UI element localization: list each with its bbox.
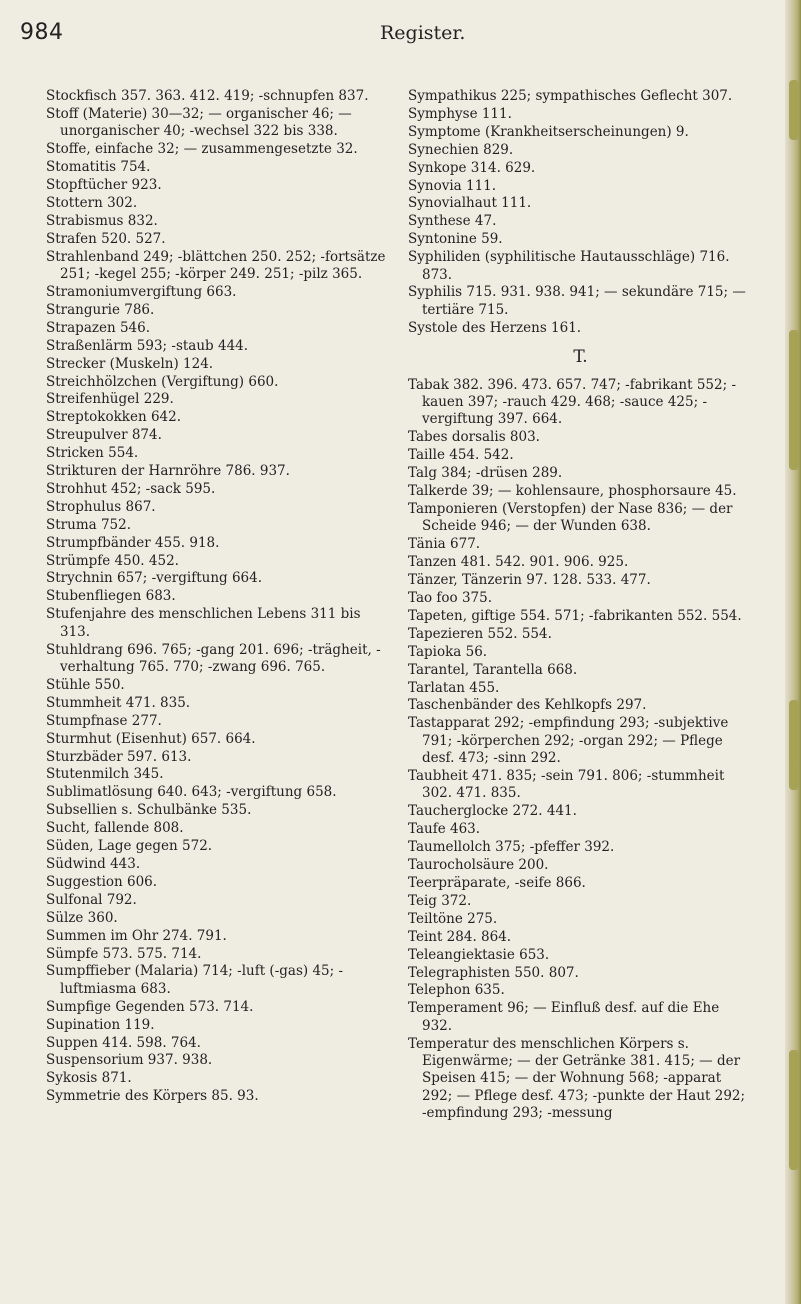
- index-entry: Teint 284. 864.: [408, 928, 512, 945]
- index-entry: Telephon 635.: [408, 982, 505, 999]
- index-column-right: [408, 88, 753, 1123]
- index-entry: Stomatitis 754.: [46, 159, 151, 176]
- index-entry: Synkope 314. 629.: [408, 159, 536, 176]
- index-entry: Temperatur des menschlichen Körpers s. Eigenwärme; — der Getränke 381. 415; — der Speisen 415; — der Wohnung 568; -apparat 292; — Pflege desf. 473; -punkte der Haut 292; -empfindung 293; -messung: [408, 1035, 746, 1122]
- index-entry: Tao foo 375.: [408, 589, 493, 606]
- index-entry: Teig 372.: [408, 892, 472, 909]
- index-entry: Sülze 360.: [46, 909, 118, 926]
- index-entry: Stubenfliegen 683.: [46, 588, 176, 605]
- index-entry: Südwind 443.: [46, 855, 141, 872]
- index-entry: Stummheit 471. 835.: [46, 694, 191, 711]
- index-entry: Sublimatlösung 640. 643; -vergiftung 658.: [46, 784, 337, 801]
- index-entry: Tarlatan 455.: [408, 679, 500, 696]
- index-entry: Taschenbänder des Kehlkopfs 297.: [408, 697, 647, 714]
- index-entry: Suspensorium 937. 938.: [46, 1052, 213, 1069]
- index-entry: Strangurie 786.: [46, 301, 155, 318]
- index-entry: Suppen 414. 598. 764.: [46, 1034, 201, 1051]
- index-entry: Tamponieren (Verstopfen) der Nase 836; — der Scheide 946; — der Wunden 638.: [408, 500, 733, 535]
- index-entry: Sucht, fallende 808.: [46, 820, 184, 837]
- index-entry: Tastapparat 292; -empfindung 293; -subjektive 791; -körperchen 292; -organ 292; — Pflege desf. 473; -sinn 292.: [408, 715, 729, 767]
- edge-stain: [789, 80, 799, 140]
- index-group-t: [408, 377, 753, 1123]
- section-letter: T.: [573, 347, 588, 368]
- index-entry: Strikturen der Harnröhre 786. 937.: [46, 463, 290, 480]
- index-entry: Tänzer, Tänzerin 97. 128. 533. 477.: [408, 572, 651, 589]
- index-entry: Straßenlärm 593; -staub 444.: [46, 337, 249, 354]
- index-entry: Symptome (Krankheitserscheinungen) 9.: [408, 123, 689, 140]
- index-entry: Strophulus 867.: [46, 498, 156, 515]
- index-entry: Summen im Ohr 274. 791.: [46, 927, 227, 944]
- index-entry: Sturzbäder 597. 613.: [46, 748, 192, 765]
- edge-stain: [789, 700, 799, 790]
- index-entry: Streifenhügel 229.: [46, 391, 174, 408]
- index-entry: Teleangiektasie 653.: [408, 946, 550, 963]
- index-entry: Streupulver 874.: [46, 427, 162, 444]
- index-entry: Stumpfnase 277.: [46, 712, 162, 729]
- index-entry: Strahlenband 249; -blättchen 250. 252; -fortsätze 251; -kegel 255; -körper 249. 251; -pilz 365.: [46, 248, 386, 283]
- index-entry: Tabes dorsalis 803.: [408, 429, 540, 446]
- index-entry: Subsellien s. Schulbänke 535.: [46, 802, 252, 819]
- index-entry: Teerpräparate, -seife 866.: [408, 874, 586, 891]
- index-entry: Syphilis 715. 931. 938. 941; — sekundäre 715; — tertiäre 715.: [408, 284, 746, 318]
- index-entry: Stoffe, einfache 32; — zusammengesetzte 32.: [46, 141, 358, 158]
- index-entry: Tabak 382. 396. 473. 657. 747; -fabrikant 552; -kauen 397; -rauch 429. 468; -sauce 425; -vergiftung 397. 664.: [408, 376, 737, 428]
- index-entry: Syphiliden (syphilitische Hautausschläge) 716. 873.: [408, 249, 730, 283]
- edge-stain: [789, 330, 799, 470]
- index-entry: Synthese 47.: [408, 213, 497, 230]
- index-entry: Supination 119.: [46, 1016, 155, 1033]
- index-entry: Suggestion 606.: [46, 873, 158, 890]
- page-header: [20, 20, 770, 54]
- index-entry: Stutenmilch 345.: [46, 766, 164, 783]
- edge-stain: [789, 1050, 799, 1170]
- index-entry: Sympathikus 225; sympathisches Geflecht 307.: [408, 88, 733, 104]
- index-entry: Stufenjahre des menschlichen Lebens 311 bis 313.: [46, 606, 361, 640]
- index-entry: Sumpfige Gegenden 573. 714.: [46, 998, 254, 1015]
- index-entry: Taille 454. 542.: [408, 447, 514, 464]
- index-entry: Sümpfe 573. 575. 714.: [46, 945, 202, 962]
- index-entry: Synovialhaut 111.: [408, 195, 532, 212]
- index-entry: Stricken 554.: [46, 445, 139, 462]
- index-entry: Stockfisch 357. 363. 412. 419; -schnupfen 837.: [46, 88, 369, 104]
- index-entry: Telegraphisten 550. 807.: [408, 964, 579, 981]
- index-entry: Tapeten, giftige 554. 571; -fabrikanten 552. 554.: [408, 607, 742, 624]
- index-entry: Stopftücher 923.: [46, 177, 162, 194]
- index-entry: Streichhölzchen (Vergiftung) 660.: [46, 373, 279, 390]
- index-entry: Stoff (Materie) 30—32; — organischer 46; — unorganischer 40; -wechsel 322 bis 338.: [46, 105, 352, 140]
- index-entry: Synovia 111.: [408, 177, 497, 194]
- index-entry: Strecker (Muskeln) 124.: [46, 355, 214, 372]
- index-entry: Streptokokken 642.: [46, 409, 182, 426]
- index-entry: Sturmhut (Eisenhut) 657. 664.: [46, 730, 256, 747]
- index-entry: Temperament 96; — Einfluß desf. auf die Ehe 932.: [408, 1000, 720, 1034]
- index-entry: Systole des Herzens 161.: [408, 319, 582, 336]
- index-entry: Tanzen 481. 542. 901. 906. 925.: [408, 554, 629, 571]
- index-entry: Teiltöne 275.: [408, 910, 498, 927]
- index-entry: Tapezieren 552. 554.: [408, 625, 552, 642]
- index-group-s: [408, 88, 753, 337]
- index-entry: Taumellolch 375; -pfeffer 392.: [408, 839, 615, 856]
- index-entry: Strohhut 452; -sack 595.: [46, 480, 216, 497]
- index-entry: Struma 752.: [46, 516, 132, 533]
- index-entry: Taubheit 471. 835; -sein 791. 806; -stummheit 302. 471. 835.: [408, 768, 725, 802]
- index-entry: Strumpfbänder 455. 918.: [46, 534, 220, 551]
- page-edge: [785, 0, 801, 1304]
- index-entry: Stuhldrang 696. 765; -gang 201. 696; -trägheit, -verhaltung 765. 770; -zwang 696. 765.: [46, 641, 381, 675]
- index-entry: Syntonine 59.: [408, 231, 503, 248]
- index-entry: Sulfonal 792.: [46, 891, 137, 908]
- index-entry: Talkerde 39; — kohlensaure, phosphorsaure 45.: [408, 483, 737, 500]
- index-entry: Symmetrie des Körpers 85. 93.: [46, 1088, 259, 1105]
- index-entry: Strabismus 832.: [46, 212, 158, 229]
- index-entry: Strümpfe 450. 452.: [46, 552, 179, 569]
- index-entry: Tänia 677.: [408, 536, 481, 553]
- index-entry: Stottern 302.: [46, 194, 138, 211]
- index-entry: Süden, Lage gegen 572.: [46, 838, 213, 855]
- index-entry: Strapazen 546.: [46, 319, 151, 336]
- index-entry: Taufe 463.: [408, 821, 481, 838]
- index-entry: Taucherglocke 272. 441.: [408, 803, 577, 820]
- index-entry: Tapioka 56.: [408, 643, 488, 660]
- index-entry: Symphyse 111.: [408, 105, 512, 122]
- index-entry: Sumpffieber (Malaria) 714; -luft (-gas) 45; -luftmiasma 683.: [46, 963, 344, 997]
- index-entry: Synechien 829.: [408, 141, 514, 158]
- index-entry: Taurocholsäure 200.: [408, 857, 549, 874]
- page-number: 984: [20, 20, 64, 45]
- index-column-left: [46, 88, 388, 1106]
- index-entry: Stramoniumvergiftung 663.: [46, 283, 237, 300]
- index-entry: Talg 384; -drüsen 289.: [408, 465, 563, 482]
- index-entry: Strafen 520. 527.: [46, 230, 166, 247]
- running-head: Register.: [380, 22, 466, 44]
- index-entry: Strychnin 657; -vergiftung 664.: [46, 570, 263, 587]
- index-entry: Tarantel, Tarantella 668.: [408, 661, 578, 678]
- index-entry: Stühle 550.: [46, 676, 125, 693]
- index-entry: Sykosis 871.: [46, 1070, 132, 1087]
